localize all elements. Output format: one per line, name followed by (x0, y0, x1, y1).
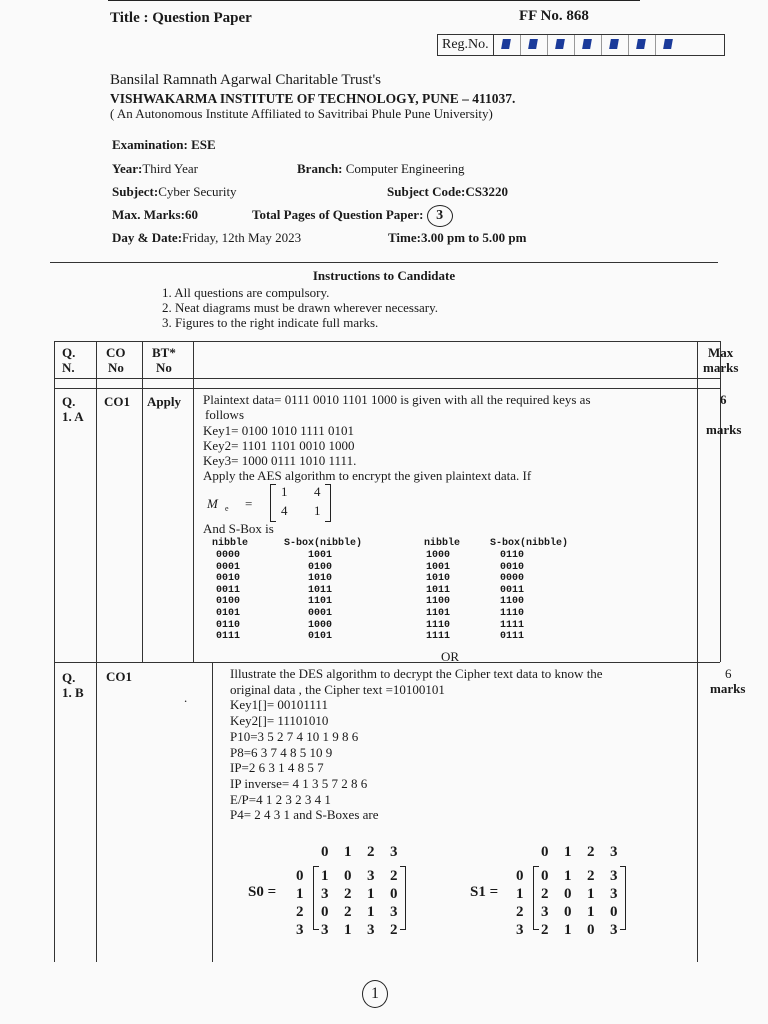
sbox-intro: And S-Box is (203, 521, 274, 536)
q1b-number: Q. (62, 670, 76, 685)
sbox-cell: 1010 (308, 573, 333, 585)
sbox-cell: 2 (344, 904, 352, 920)
q1b-line: Key1[]= 00101111 (230, 697, 328, 713)
sbox-col-index: 2 (367, 844, 375, 860)
sbox-cell: 0111 (500, 631, 525, 643)
sbox-row-index: 0 (516, 868, 524, 884)
sbox-bracket-right (620, 866, 626, 930)
sbox-cell: 1 (344, 922, 352, 938)
q1b-line: P4= 2 4 3 1 and S-Boxes are (230, 807, 379, 823)
subject-row: Subject:Cyber Security (112, 184, 237, 199)
sbox-cell: 1010 (426, 573, 451, 585)
top-rule (108, 0, 640, 1)
q1a-line: Key3= 1000 0111 1010 1111. (203, 453, 357, 468)
header-marks: marks (703, 360, 739, 375)
sbox-cell: 0100 (308, 561, 333, 573)
sbox-cell: 3 (367, 868, 375, 884)
q1a-marks-label: marks (706, 422, 742, 437)
sbox-bracket-right (400, 866, 406, 930)
sbox-cell: 0001 (216, 561, 241, 573)
sbox-cell: 1 (587, 886, 595, 902)
time-row: Time:3.00 pm to 5.00 pm (388, 230, 527, 245)
matrix-subscript: e (225, 504, 229, 513)
sbox-cell: 0111 (216, 631, 241, 643)
header-q: Q. (62, 345, 76, 360)
sbox-header: nibble (212, 538, 249, 549)
sbox-label: S0 = (248, 884, 277, 900)
sbox-cell: 0 (321, 904, 329, 920)
sbox-cell: 0011 (500, 584, 525, 596)
sbox-cell: 1 (587, 904, 595, 920)
sbox-cell: 1110 (426, 619, 451, 631)
matrix-equals: = (245, 496, 253, 511)
q1a-co: CO1 (104, 394, 130, 409)
q1b-line: Illustrate the DES algorithm to decrypt the Cipher text data to know the (230, 666, 603, 681)
sbox-cell: 0000 (500, 573, 525, 585)
sbox-cell: 2 (587, 868, 595, 884)
sbox-header: S-box(nibble) (490, 538, 569, 549)
sbox-cell: 1 (367, 886, 375, 902)
sbox-cell: 1 (321, 868, 329, 884)
reg-digit-cell (548, 35, 575, 55)
sbox-cell: 1011 (308, 584, 333, 596)
instruction-item: 1. All questions are compulsory. (162, 285, 330, 300)
sbox-cell: 0 (587, 922, 595, 938)
q1a-line: Plaintext data= 0111 0010 1101 1000 is given with all the required keys as (203, 392, 591, 407)
q1b-marks: 6 (725, 666, 732, 681)
sbox-cell: 0110 (500, 550, 525, 561)
sbox-cell: 0101 (308, 631, 333, 643)
q1a-number: Q. (62, 394, 76, 409)
sbox-cell: 1100 (500, 596, 525, 608)
q1a-marks: 6 (720, 392, 727, 407)
sbox-cell: 2 (541, 922, 549, 938)
sbox-cell: 0001 (308, 608, 333, 619)
sbox-cell: 2 (344, 886, 352, 902)
reg-number-label: Reg.No. (438, 35, 494, 55)
reg-digit-cell (656, 35, 682, 55)
sbox-cell: 0010 (500, 561, 525, 573)
sbox-cell: 2 (541, 886, 549, 902)
q1b-number-sub: 1. B (62, 685, 84, 700)
sbox-cell: 1110 (500, 608, 525, 619)
q1b-line: P8=6 3 7 4 8 5 10 9 (230, 744, 333, 760)
sbox-cell: 1001 (426, 561, 451, 573)
sbox-row-index: 1 (516, 886, 524, 902)
sbox-cell: 1001 (308, 550, 333, 561)
q1b-line: IP inverse= 4 1 3 5 7 2 8 6 (230, 775, 368, 791)
header-bt: BT* (152, 345, 176, 360)
sbox-cell: 3 (390, 904, 398, 920)
q1b-line: IP=2 6 3 1 4 8 5 7 (230, 760, 324, 776)
sbox-cell: 0 (541, 868, 549, 884)
q1b-line: P10=3 5 2 7 4 10 1 9 8 6 (230, 728, 359, 744)
sbox-cell: 1111 (500, 619, 525, 631)
matrix-cell: 4 (281, 503, 288, 518)
sbox-cell: 0010 (216, 573, 241, 585)
reg-digit-cell (494, 35, 521, 55)
institute-name: VISHWAKARMA INSTITUTE OF TECHNOLOGY, PUNE – 411037. (110, 91, 516, 106)
sbox-row-index: 3 (296, 922, 304, 938)
q1a-number-sub: 1. A (62, 409, 84, 424)
section-divider (50, 262, 718, 263)
sbox-cell: 3 (610, 868, 618, 884)
sbox-row-index: 1 (296, 886, 304, 902)
sbox-cell: 0100 (216, 596, 241, 608)
sbox-cell: 1111 (426, 631, 451, 643)
matrix-cell: 1 (314, 503, 321, 518)
paper-title: Title : Question Paper (110, 10, 252, 26)
q1b-line: E/P=4 1 2 3 2 3 4 1 (230, 791, 331, 807)
q1a-line: follows (205, 407, 244, 422)
matrix-cell: 4 (314, 484, 321, 499)
q1a-line: Key2= 1101 1101 0010 1000 (203, 438, 355, 453)
year-row: Year:Third Year (112, 161, 198, 176)
instructions-title: Instructions to Candidate (312, 268, 456, 283)
matrix-bracket-left (270, 484, 276, 522)
sbox-cell: 0101 (216, 608, 241, 619)
header-bt-no: No (156, 360, 172, 375)
sbox-header: S-box(nibble) (284, 538, 363, 549)
sbox-col-index: 1 (564, 844, 572, 860)
sbox-cell: 3 (610, 886, 618, 902)
sbox-cell: 1 (564, 922, 572, 938)
sbox-row-index: 0 (296, 868, 304, 884)
sbox-cell: 3 (321, 886, 329, 902)
sbox-cell: 1101 (308, 596, 333, 608)
ff-number: FF No. 868 (519, 8, 589, 24)
sbox-cell: 2 (390, 922, 398, 938)
matrix-bracket-right (325, 484, 331, 522)
sbox-bracket-left (533, 866, 539, 930)
q1b-line: Key2[]= 11101010 (230, 713, 329, 729)
header-co: CO (106, 345, 126, 360)
sbox-col-index: 0 (321, 844, 329, 860)
sbox-row-index: 2 (296, 904, 304, 920)
sbox-cell: 1101 (426, 608, 451, 619)
q1a-line: Key1= 0100 1010 1111 0101 (203, 423, 355, 438)
reg-number-box (437, 34, 725, 56)
q1a-line: Apply the AES algorithm to encrypt the given plaintext data. If (203, 468, 532, 483)
matrix-cell: 1 (281, 484, 288, 499)
sbox-row-index: 3 (516, 922, 524, 938)
q1b-co: CO1 (106, 669, 132, 684)
sbox-col-index: 1 (344, 844, 352, 860)
max-marks-row: Max. Marks:60 (112, 207, 198, 222)
sbox-cell: 0 (390, 886, 398, 902)
subject-code-row: Subject Code:CS3220 (387, 184, 508, 199)
sbox-col-index: 3 (610, 844, 618, 860)
matrix-label: M (207, 496, 218, 511)
branch-row: Branch: Computer Engineering (297, 161, 465, 176)
reg-digit-cell (629, 35, 656, 55)
sbox-cell: 1000 (426, 550, 451, 561)
header-co-no: No (108, 360, 124, 375)
sbox-cell: 0011 (216, 584, 241, 596)
sbox-cell: 1 (367, 904, 375, 920)
total-pages-value: 3 (427, 205, 453, 227)
sbox-cell: 1011 (426, 584, 451, 596)
total-pages-row: Total Pages of Question Paper: 3 (252, 205, 453, 227)
q1a-bt: Apply (147, 394, 181, 409)
sbox-cell: 1100 (426, 596, 451, 608)
sbox-col-index: 2 (587, 844, 595, 860)
instruction-item: 2. Neat diagrams must be drawn wherever necessary. (162, 300, 439, 315)
sbox-cell: 3 (541, 904, 549, 920)
sbox-cell: 1000 (308, 619, 333, 631)
sbox-cell: 3 (367, 922, 375, 938)
examination-row: Examination: ESE (112, 137, 216, 152)
sbox-cell: 0000 (216, 550, 241, 561)
sbox-label: S1 = (470, 884, 499, 900)
q1b-marks-label: marks (710, 681, 746, 696)
sbox-cell: 0 (564, 886, 572, 902)
sbox-col-index: 3 (390, 844, 398, 860)
reg-digit-cell (521, 35, 548, 55)
sbox-cell: 0110 (216, 619, 241, 631)
header-n: N. (62, 360, 75, 375)
reg-digit-cell (575, 35, 602, 55)
autonomy-line: ( An Autonomous Institute Affiliated to Savitribai Phule Pune University) (110, 106, 493, 121)
trust-name: Bansilal Ramnath Agarwal Charitable Trust's (110, 72, 382, 88)
sbox-col-index: 0 (541, 844, 549, 860)
sbox-bracket-left (313, 866, 319, 930)
instruction-item: 3. Figures to the right indicate full marks. (162, 315, 379, 330)
sbox-cell: 2 (390, 868, 398, 884)
reg-digit-cell (602, 35, 629, 55)
sbox-cell: 0 (564, 904, 572, 920)
page-number: 1 (362, 980, 388, 1008)
sbox-cell: 3 (610, 922, 618, 938)
sbox-header: nibble (424, 538, 461, 549)
date-row: Day & Date:Friday, 12th May 2023 (112, 230, 302, 245)
or-separator: OR (441, 649, 460, 664)
sbox-cell: 1 (564, 868, 572, 884)
q1b-line: original data , the Cipher text =10100101 (230, 681, 445, 697)
header-max: Max (708, 345, 734, 360)
q1b-bt: . (184, 690, 188, 705)
sbox-cell: 3 (321, 922, 329, 938)
sbox-cell: 0 (344, 868, 352, 884)
sbox-cell: 0 (610, 904, 618, 920)
sbox-row-index: 2 (516, 904, 524, 920)
